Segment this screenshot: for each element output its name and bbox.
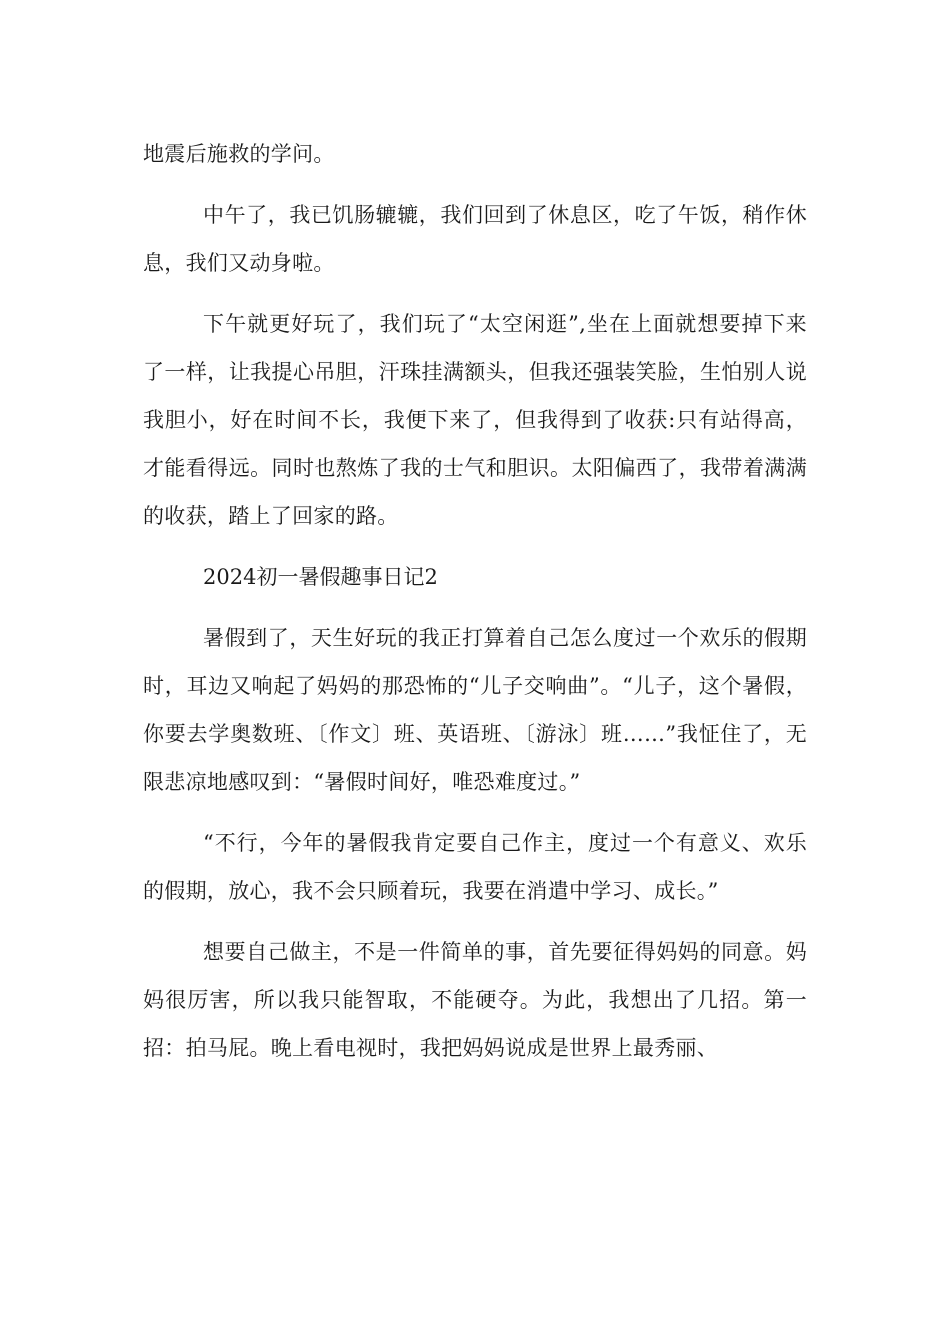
section-heading: 2024初一暑假趣事日记2 [203, 565, 438, 589]
document-body [143, 130, 807, 1072]
paragraph-decision: “不行，今年的暑假我肯定要自己作主，度过一个有意义、欢乐的假期，放心，我不会只顾着玩，我要在消遣中学习、成长。” [143, 831, 807, 903]
paragraph-afternoon: 下午就更好玩了，我们玩了“太空闲逛”,坐在上面就想要掉下来了一样，让我提心吊胆，汗珠挂满额头，但我还强装笑脸，生怕别人说我胆小，好在时间不长，我便下来了，但我得到了收获:只有站得高，才能看得远。同时也熬炼了我的士气和胆识。太阳偏西了，我带着满满的收获，踏上了回家的路。 [143, 312, 807, 528]
paragraph-plan: 想要自己做主，不是一件简单的事，首先要征得妈妈的同意。妈妈很厉害，所以我只能智取，不能硬夺。为此，我想出了几招。第一招：拍马屁。晚上看电视时，我把妈妈说成是世界上最秀丽、 [143, 940, 807, 1060]
paragraph-intro-end: 地震后施救的学问。 [143, 142, 335, 166]
paragraph-summer-start: 暑假到了，天生好玩的我正打算着自己怎么度过一个欢乐的假期时，耳边又响起了妈妈的那恐怖的“儿子交响曲”。“儿子，这个暑假，你要去学奥数班、〔作文〕班、英语班、〔游泳〕班……”我怔住了，无限悲凉地感叹到：“暑假时间好，唯恐难度过。” [143, 626, 807, 794]
paragraph-noon: 中午了，我已饥肠辘辘，我们回到了休息区，吃了午饭，稍作休息，我们又动身啦。 [143, 203, 807, 275]
